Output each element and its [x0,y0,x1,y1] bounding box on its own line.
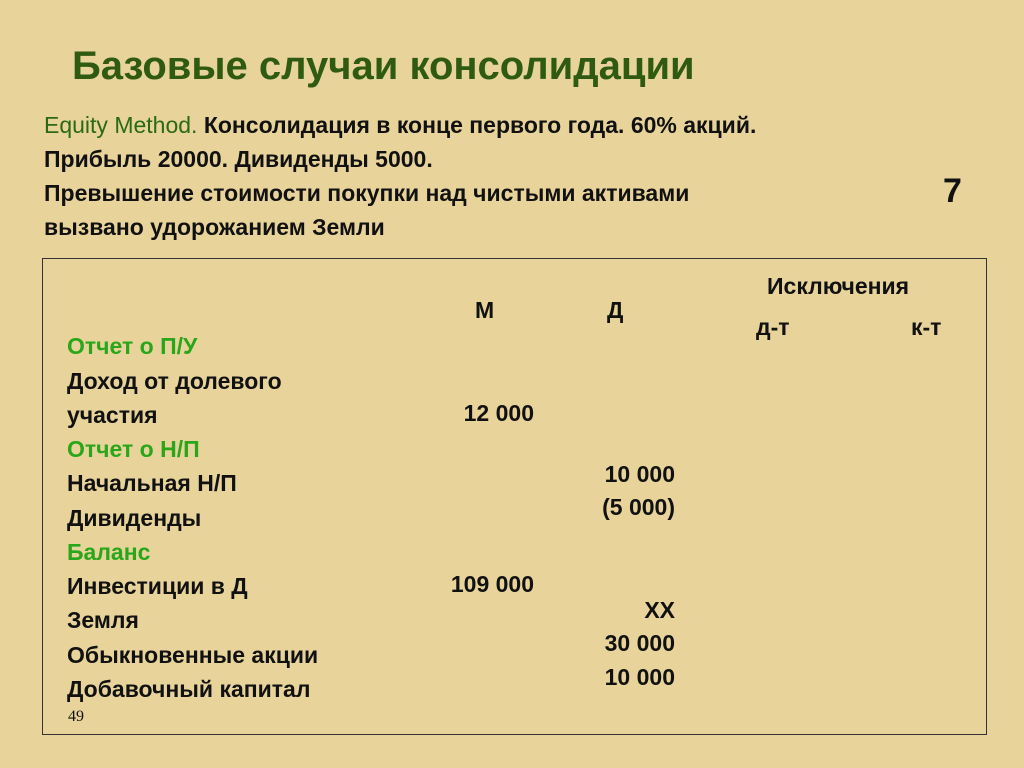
page-number: 49 [68,708,84,725]
cell-d: 10 000 [604,461,675,487]
description-line-4: вызвано удорожанием Земли [44,214,385,240]
row-label: Обыкновенные акции [67,642,319,668]
cell-d: 10 000 [604,664,675,690]
description-line-3: Превышение стоимости покупки над чистыми активами [44,180,690,206]
cell-m: 109 000 [450,571,534,597]
row-label: Доход от долевого [67,368,282,394]
header-d: Д [607,297,624,323]
consolidation-table [42,258,987,735]
header-m: М [475,297,495,323]
cell-d: 30 000 [604,630,675,656]
cell-d: XX [644,597,675,623]
cell-d: (5 000) [602,494,675,520]
row-label: участия [67,402,158,428]
slide-title: Базовые случаи консолидации [72,44,695,88]
row-label: Добавочный капитал [67,676,311,702]
row-label: Дивиденды [67,505,202,531]
row-label: Начальная Н/П [67,470,237,496]
row-label: Земля [67,607,139,633]
header-debit: д-т [756,314,790,340]
cell-m: 12 000 [463,400,534,426]
method-label: Equity Method. [44,112,198,138]
header-exclusions: Исключения [767,273,910,299]
slide-number: 7 [943,172,962,210]
description-line-1-rest: Консолидация в конце первого года. 60% акций. [203,112,757,138]
section-retained-earnings: Отчет о Н/П [67,436,200,462]
description-line-1 [44,108,944,142]
section-income-statement: Отчет о П/У [67,333,198,359]
row-label: Инвестиции в Д [67,573,248,599]
section-balance: Баланс [67,539,151,565]
header-credit: к-т [911,314,942,340]
description-line-2: Прибыль 20000. Дивиденды 5000. [44,146,433,172]
slide-description [44,108,944,244]
